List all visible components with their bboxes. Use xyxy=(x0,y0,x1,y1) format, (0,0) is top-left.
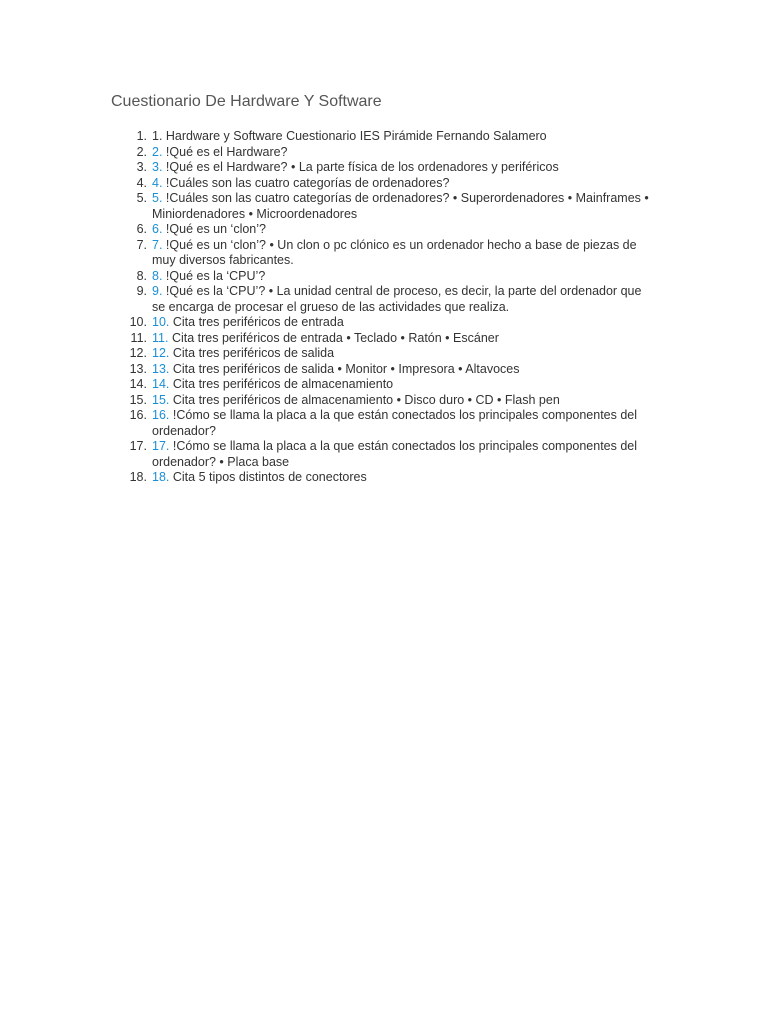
slide-link[interactable]: 7. xyxy=(152,237,163,252)
list-item xyxy=(118,191,658,222)
item-number: 5. xyxy=(136,191,147,205)
item-text: Cita tres periféricos de entrada • Teclado • Ratón • Escáner xyxy=(171,330,499,345)
list-item xyxy=(118,176,658,192)
slide-link[interactable]: 15. xyxy=(152,392,170,407)
item-number: 18. xyxy=(129,470,147,484)
slide-link[interactable]: 2. xyxy=(152,144,163,159)
list-item xyxy=(118,238,658,269)
slide-link[interactable]: 17. xyxy=(152,439,170,453)
item-number: 8. xyxy=(136,268,147,283)
item-text: !Cómo se llama la placa a la que están conectados los principales componentes del ordenador? • Placa base xyxy=(152,439,638,469)
slide-link[interactable]: 3. xyxy=(152,160,163,174)
item-number: 7. xyxy=(136,237,147,252)
item-text: !Qué es la ‘CPU’? • La unidad central de proceso, es decir, la parte del ordenador que se encarga de procesar el grueso de las actividades que realiza. xyxy=(152,284,642,314)
item-text: !Cómo se llama la placa a la que están conectados los principales componentes del ordenador? xyxy=(152,408,638,438)
slide-link[interactable]: 4. xyxy=(152,175,163,190)
document-title: Cuestionario De Hardware Y Software xyxy=(111,93,382,110)
item-number: 16. xyxy=(129,408,147,422)
item-number: 3. xyxy=(136,160,147,174)
list-item xyxy=(118,129,658,145)
question-list xyxy=(118,129,658,486)
item-text: !Qué es la ‘CPU’? xyxy=(165,268,266,283)
list-item xyxy=(118,439,658,470)
item-number: 11. xyxy=(130,330,147,345)
item-number: 4. xyxy=(136,175,147,190)
item-text: Cita 5 tipos distintos de conectores xyxy=(172,470,367,484)
slide-link[interactable]: 11. xyxy=(152,330,169,345)
item-text: !Qué es un ‘clon’? • Un clon o pc clónico es un ordenador hecho a base de piezas de muy diversos fabricantes. xyxy=(152,237,637,267)
list-item xyxy=(118,377,658,393)
list-item xyxy=(118,346,658,362)
item-text: 1. Hardware y Software Cuestionario IES Pirámide Fernando Salamero xyxy=(152,129,547,143)
list-item xyxy=(118,331,658,347)
slide-link[interactable]: 18. xyxy=(152,470,170,484)
slide-link[interactable]: 9. xyxy=(152,284,163,298)
item-text: !Qué es el Hardware? xyxy=(165,144,288,159)
slide-link[interactable]: 8. xyxy=(152,268,163,283)
item-text: !Cuáles son las cuatro categorías de ordenadores? • Superordenadores • Mainframes • Miniordenadores • Microordenadores xyxy=(152,191,649,221)
item-text: !Qué es un ‘clon’? xyxy=(165,222,266,236)
slide-link[interactable]: 16. xyxy=(152,408,170,422)
item-text: Cita tres periféricos de salida • Monitor • Impresora • Altavoces xyxy=(172,361,520,376)
item-text: !Cuáles son las cuatro categorías de ordenadores? xyxy=(165,175,450,190)
item-text: Cita tres periféricos de salida xyxy=(172,346,335,360)
list-item xyxy=(118,315,658,331)
slide-link[interactable]: 14. xyxy=(152,377,170,391)
item-number: 12. xyxy=(129,346,147,360)
item-number: 9. xyxy=(136,284,147,298)
slide-link[interactable]: 6. xyxy=(152,222,163,236)
item-text: !Qué es el Hardware? • La parte física de los ordenadores y periféricos xyxy=(165,160,559,174)
item-number: 13. xyxy=(129,361,147,376)
list-item xyxy=(118,145,658,161)
item-text: Cita tres periféricos de almacenamiento • Disco duro • CD • Flash pen xyxy=(172,392,560,407)
list-item xyxy=(118,284,658,315)
list-item xyxy=(118,269,658,285)
list-item xyxy=(118,470,658,486)
item-text: Cita tres periféricos de entrada xyxy=(172,315,344,329)
slide-link[interactable]: 10. xyxy=(152,315,170,329)
item-number: 17. xyxy=(129,439,147,453)
item-text: Cita tres periféricos de almacenamiento xyxy=(172,377,394,391)
list-item xyxy=(118,222,658,238)
list-item xyxy=(118,408,658,439)
list-item xyxy=(118,362,658,378)
slide-link[interactable]: 13. xyxy=(152,361,170,376)
item-number: 2. xyxy=(136,144,147,159)
slide-link[interactable]: 5. xyxy=(152,191,163,205)
list-item xyxy=(118,160,658,176)
list-item xyxy=(118,393,658,409)
slide-link[interactable]: 12. xyxy=(152,346,170,360)
item-number: 1. xyxy=(136,129,147,143)
item-number: 10. xyxy=(129,315,147,329)
item-number: 14. xyxy=(129,377,147,391)
item-number: 15. xyxy=(129,392,147,407)
item-number: 6. xyxy=(136,222,147,236)
